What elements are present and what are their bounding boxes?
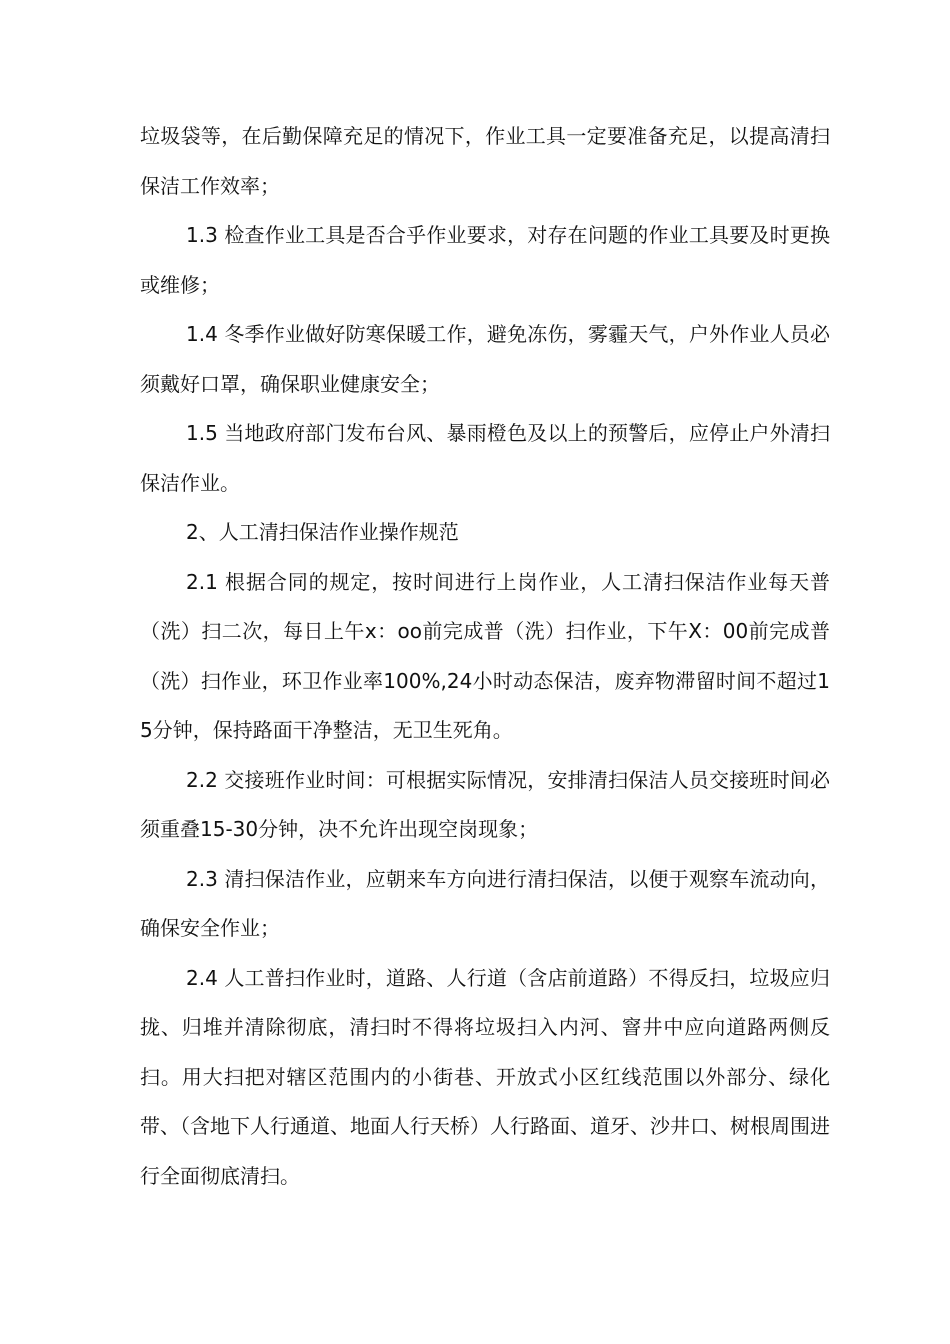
paragraph-2-2: 2.2 交接班作业时间：可根据实际情况，安排清扫保洁人员交接班时间必须重叠15-30分钟，决不允许出现空岗现象； [140, 767, 830, 841]
section-heading-2: 2、人工清扫保洁作业操作规范 [186, 520, 459, 544]
paragraph-2-3: 2.3 清扫保洁作业，应朝来车方向进行清扫保洁，以便于观察车流动向，确保安全作业； [140, 866, 830, 940]
paragraph-2-4: 2.4 人工普扫作业时，道路、人行道（含店前道路）不得反扫，垃圾应归拢、归堆并清除彻底，清扫时不得将垃圾扫入内河、窨井中应向道路两侧反扫。用大扫把对辖区范围内的小街巷、开放式小区红线范围以外部分、绿化带、（含地下人行通道、地面人行天桥）人行路面、道牙、沙井口、树根周围进行全面彻底清扫。 [140, 965, 830, 1188]
paragraph-2-1: 2.1 根据合同的规定，按时间进行上岗作业，人工清扫保洁作业每天普（洗）扫二次，每日上午x：oo前完成普（洗）扫作业，下午X：00前完成普（洗）扫作业，环卫作业率100%,24小时动态保洁，废弃物滞留时间不超过15分钟，保持路面干净整洁，无卫生死角。 [140, 569, 830, 742]
paragraph-continuation: 垃圾袋等，在后勤保障充足的情况下，作业工具一定要准备充足，以提高清扫保洁工作效率； [140, 124, 830, 198]
paragraph-1-5: 1.5 当地政府部门发布台风、暴雨橙色及以上的预警后，应停止户外清扫保洁作业。 [140, 421, 830, 495]
paragraph-1-3: 1.3 检查作业工具是否合乎作业要求，对存在问题的作业工具要及时更换或维修； [140, 223, 830, 297]
document-body [140, 112, 830, 1201]
paragraph-1-4: 1.4 冬季作业做好防寒保暖工作，避免冻伤，雾霾天气，户外作业人员必须戴好口罩，确保职业健康安全； [140, 322, 830, 396]
